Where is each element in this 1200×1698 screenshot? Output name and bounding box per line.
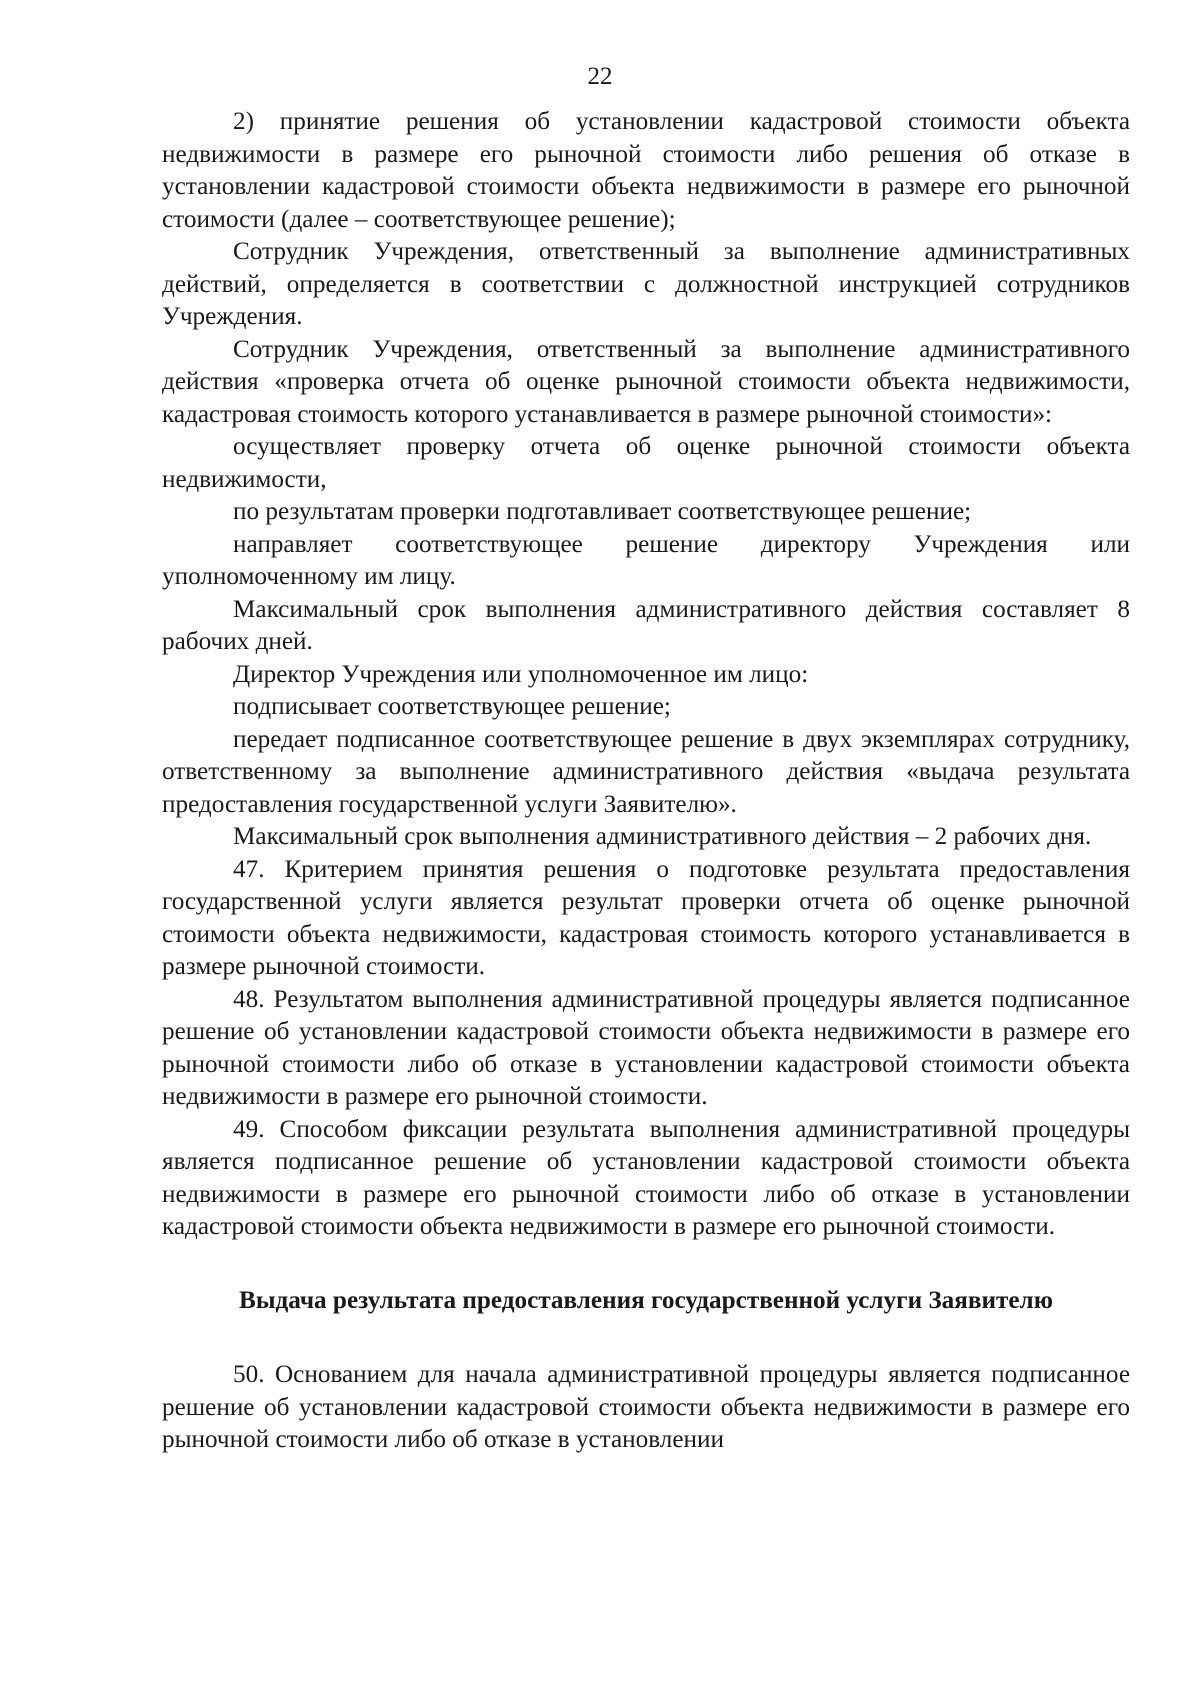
document-body	[162, 106, 1130, 1457]
paragraph: осуществляет проверку отчета об оценке рыночной стоимости объекта недвижимости,	[162, 433, 1130, 493]
paragraph: Сотрудник Учреждения, ответственный за выполнение административного действия «проверка отчета об оценке рыночной стоимости объекта недвижимости, кадастровая стоимость которого устанавливается в размере рыночной стоимости»:	[162, 335, 1130, 428]
paragraph: передает подписанное соответствующее решение в двух экземплярах сотруднику, ответственному за выполнение административного действия «выдача результата предоставления государственной услуги Заявителю».	[162, 725, 1130, 818]
paragraph: Сотрудник Учреждения, ответственный за выполнение административных действий, определяется в соответствии с должностной инструкцией сотрудников Учреждения.	[162, 238, 1130, 330]
paragraph: направляет соответствующее решение директору Учреждения или уполномоченному им лицу.	[162, 530, 1130, 590]
paragraph: Максимальный срок выполнения административного действия составляет 8 рабочих дней.	[162, 595, 1130, 655]
page-number: 22	[587, 63, 613, 90]
paragraph: подписывает соответствующее решение;	[233, 693, 671, 720]
paragraph: 49. Способом фиксации результата выполнения административной процедуры является подписанное решение об установлении кадастровой стоимости объекта недвижимости в размере его рыночной стоимости либо об отказе в установлении кадастровой стоимости объекта недвижимости в размере его рыночной стоимости.	[162, 1115, 1130, 1240]
paragraph: 50. Основанием для начала административной процедуры является подписанное решение об установлении кадастровой стоимости объекта недвижимости в размере его рыночной стоимости либо об отказе в установлении	[162, 1361, 1130, 1453]
paragraph: Максимальный срок выполнения административного действия – 2 рабочих дня.	[233, 823, 1092, 850]
section-heading: Выдача результата предоставления государственной услуги Заявителю	[239, 1286, 1053, 1314]
paragraph: 48. Результатом выполнения административной процедуры является подписанное решение об установлении кадастровой стоимости объекта недвижимости в размере его рыночной стоимости либо об отказе в установлении кадастровой стоимости объекта недвижимости в размере его рыночной стоимости.	[162, 985, 1130, 1110]
paragraph: 2) принятие решения об установлении кадастровой стоимости объекта недвижимости в размере его рыночной стоимости либо решения об отказе в установлении кадастровой стоимости объекта недвижимости в размере его рыночной стоимости (далее – соответствующее решение);	[162, 108, 1130, 233]
paragraph: 47. Критерием принятия решения о подготовке результата предоставления государственной услуги является результат проверки отчета об оценке рыночной стоимости объекта недвижимости, кадастровая стоимость которого устанавливается в размере рыночной стоимости.	[162, 855, 1130, 980]
paragraph: Директор Учреждения или уполномоченное им лицо:	[233, 660, 809, 688]
paragraph: по результатам проверки подготавливает соответствующее решение;	[233, 498, 972, 525]
